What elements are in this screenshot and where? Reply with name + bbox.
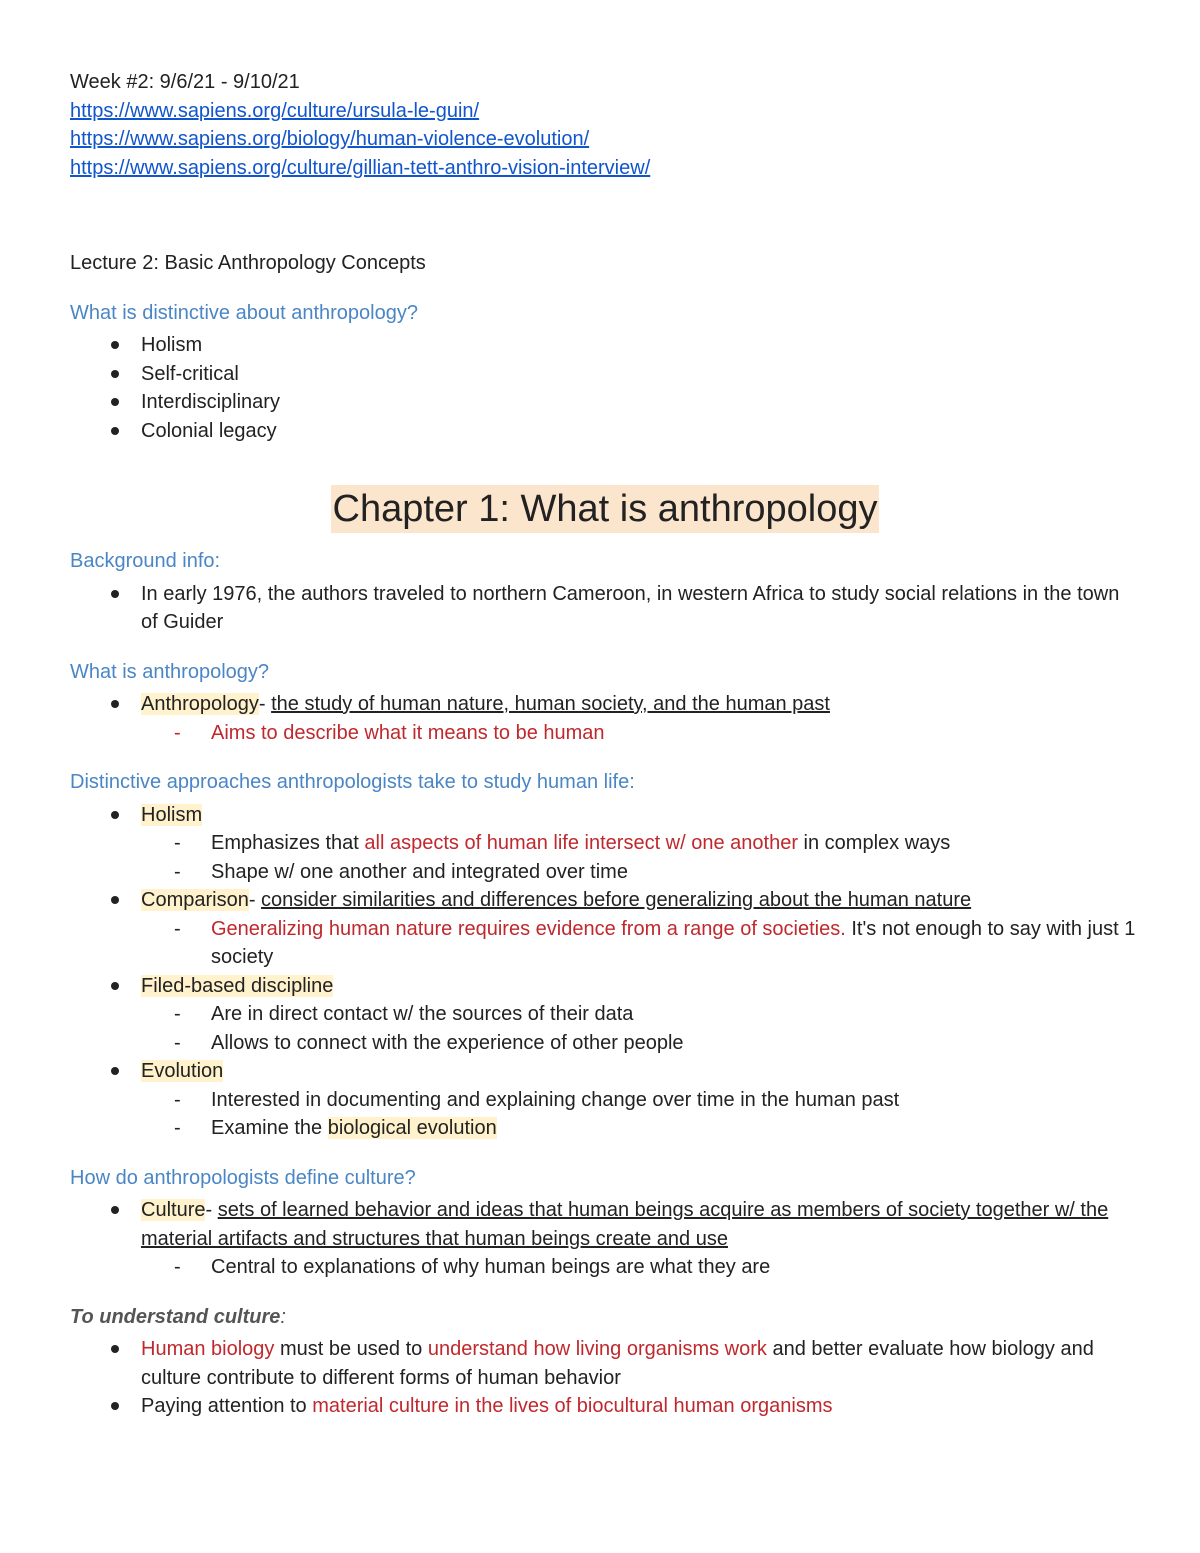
list-item: Colonial legacy xyxy=(70,417,1140,446)
term-highlight: Evolution xyxy=(141,1060,224,1082)
sub-item: - Examine the biological evolution xyxy=(70,1114,1140,1143)
sub-item: - Are in direct contact w/ the sources of their data xyxy=(70,1000,1140,1029)
list-item: Culture- sets of learned behavior and ideas that human beings acquire as members of society together w/ the material artifacts and structures that human beings create and use - Central to explanations of why human beings are what they are xyxy=(70,1196,1140,1282)
link-ursula-le-guin[interactable]: https://www.sapiens.org/culture/ursula-le-guin/ xyxy=(70,99,480,122)
link-human-violence-evolution[interactable]: https://www.sapiens.org/biology/human-violence-evolution/ xyxy=(70,128,590,150)
chapter-title: Chapter 1: What is anthropology xyxy=(331,485,880,533)
understand-list xyxy=(70,1335,1140,1421)
approaches-list xyxy=(70,801,1140,1143)
sub-item: - Shape w/ one another and integrated over time xyxy=(70,858,1140,887)
what-is-heading: What is anthropology? xyxy=(70,660,270,683)
sub-item: - Emphasizes that all aspects of human life intersect w/ one another in complex ways xyxy=(70,829,1140,858)
term-highlight: Filed-based discipline xyxy=(141,974,334,997)
list-item: Anthropology- the study of human nature, human society, and the human past - Aims to describe what it means to be human xyxy=(70,690,1140,747)
sub-item: - Interested in documenting and explaining change over time in the human past xyxy=(70,1086,1140,1115)
definition: the study of human nature, human society, and the human past xyxy=(271,693,830,715)
background-list xyxy=(70,580,1140,637)
document-body xyxy=(70,68,1140,1421)
list-item xyxy=(70,972,1140,1058)
term-highlight: Comparison xyxy=(141,889,249,911)
definition: consider similarities and differences before generalizing about the human nature xyxy=(261,889,972,911)
sub-item: - Allows to connect with the experience of other people xyxy=(70,1029,1140,1058)
sub-item: - Generalizing human nature requires evidence from a range of societies. It's not enough to say with just 1 society xyxy=(70,915,1140,972)
background-heading: Background info: xyxy=(70,550,221,572)
term-highlight: Culture xyxy=(141,1199,206,1221)
what-is-list xyxy=(70,690,1140,747)
list-item: Human biology must be used to understand how living organisms work and better evaluate how biology and culture contribute to different forms of human behavior xyxy=(70,1335,1140,1392)
sub-item: - Central to explanations of why human beings are what they are xyxy=(70,1253,1140,1282)
list-item: In early 1976, the authors traveled to northern Cameroon, in western Africa to study social relations in the town of Guider xyxy=(70,580,1140,637)
term-highlight: Holism xyxy=(141,803,203,826)
link-gillian-tett-interview[interactable]: https://www.sapiens.org/culture/gillian-tett-anthro-vision-interview/ xyxy=(70,156,651,179)
sub-item: - Aims to describe what it means to be human xyxy=(70,719,1140,748)
lecture-title: Lecture 2: Basic Anthropology Concepts xyxy=(70,252,426,274)
culture-list xyxy=(70,1196,1140,1282)
approaches-heading: Distinctive approaches anthropologists take to study human life: xyxy=(70,771,635,793)
distinctive-list xyxy=(70,331,1140,445)
understand-heading: To understand culture: xyxy=(70,1305,286,1328)
list-item: Interdisciplinary xyxy=(70,388,1140,417)
list-item: Holism xyxy=(70,331,1140,360)
definition: sets of learned behavior and ideas that human beings acquire as members of society together w/ the material artifacts and structures that human beings create and use xyxy=(141,1199,1109,1250)
list-item: Comparison- consider similarities and differences before generalizing about the human nature - Generalizing human nature requires evidence from a range of societies. It's not enough to say with just 1 society xyxy=(70,886,1140,972)
list-item xyxy=(70,801,1140,887)
week-label: Week #2: 9/6/21 - 9/10/21 xyxy=(70,71,300,93)
list-item xyxy=(70,1057,1140,1143)
list-item: Paying attention to material culture in the lives of biocultural human organisms xyxy=(70,1392,1140,1421)
term-highlight: Anthropology xyxy=(141,693,259,715)
list-item: Self-critical xyxy=(70,360,1140,389)
culture-heading: How do anthropologists define culture? xyxy=(70,1166,416,1189)
distinctive-heading: What is distinctive about anthropology? xyxy=(70,301,418,324)
